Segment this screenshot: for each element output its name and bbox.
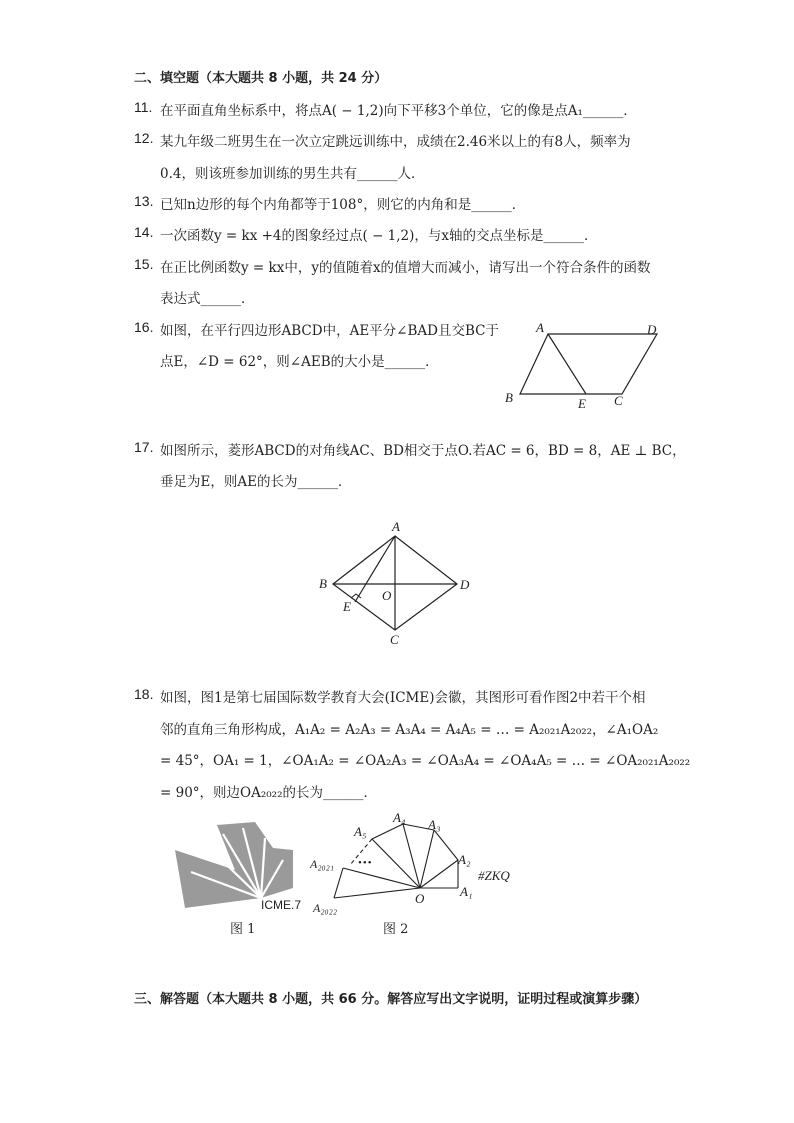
question-text: 表达式______． (160, 291, 255, 307)
icme-logo (165, 820, 300, 915)
section-3-title: 三、解答题（本大题共 8 小题，共 66 分。解答应写出文字说明，证明过程或演算步骤） (134, 992, 648, 1007)
point-label: O (382, 588, 392, 603)
question-text: 如图，在平行四边形ABCD中，AE平分∠BAD且交BC于 (160, 323, 499, 339)
question-text: 点E，∠D = 62°，则∠AEB的大小是______． (160, 354, 439, 370)
rhombus-figure (310, 518, 480, 650)
question-number: 13. (134, 193, 154, 209)
question-text: = 45°，OA₁ = 1，∠OA₁A₂ = ∠OA₂A₃ = ∠OA₃A₄ = ∠OA₄A₅ = … = ∠OA₂₀₂₁A₂₀₂₂ (160, 753, 691, 769)
question-text: 0.4，则该班参加训练的男生共有______人． (160, 166, 425, 182)
question-text: 某九年级二班男生在一次立定跳远训练中，成绩在2.46米以上的有8人，频率为 (160, 134, 631, 150)
watermark: #ZKQ (478, 868, 510, 883)
question-number: 14. (134, 224, 154, 240)
question-number: 12. (134, 130, 154, 146)
figure-2-caption: 图 2 (383, 922, 409, 937)
point-label: A₅ (354, 824, 367, 839)
question-text: = 90°，则边OA₂₀₂₂的长为______． (160, 785, 377, 801)
question-number: 16. (134, 319, 154, 335)
question-number: 11. (134, 99, 153, 115)
question-text: 在正比例函数y = kx中，y的值随着x的值增大而减小，请写出一个符合条件的函数 (160, 260, 651, 276)
question-number: 17. (134, 439, 154, 455)
point-label: A₄ (393, 810, 406, 825)
point-label: A₃ (428, 817, 441, 832)
point-label: A₂₀₂₁ (310, 857, 335, 871)
logo-text: ICME.7 (261, 898, 302, 912)
question-text: 邻的直角三角形构成，A₁A₂ = A₂A₃ = A₃A₄ = A₄A₅ = … = A₂₀₂₁A₂₀₂₂，∠A₁OA₂ (160, 722, 659, 738)
question-number: 15. (134, 256, 154, 272)
point-label: D (460, 577, 470, 592)
question-text: 一次函数y = kx +4的图象经过点( − 1,2)，与x轴的交点坐标是______． (160, 228, 598, 244)
question-text: 在平面直角坐标系中，将点A( − 1,2)向下平移3个单位，它的像是点A₁______． (160, 103, 637, 119)
point-label: D (647, 322, 657, 337)
question-text: 如图所示，菱形ABCD的对角线AC、BD相交于点O.若AC = 6，BD = 8，AE ⊥ BC， (160, 443, 686, 459)
parallelogram-figure (500, 318, 670, 413)
point-label: A₂ (458, 852, 471, 867)
question-text: 垂足为E，则AE的长为______． (160, 474, 352, 490)
section-2-title: 二、填空题（本大题共 8 小题，共 24 分） (134, 71, 388, 86)
point-label: O (415, 891, 425, 906)
point-label: B (319, 576, 327, 591)
point-label: B (505, 390, 513, 405)
spiral-triangles-figure (310, 812, 525, 922)
point-label: E (578, 396, 586, 411)
point-label: C (614, 393, 623, 408)
point-label: C (390, 632, 399, 647)
ellipsis-dots: ••• (358, 857, 373, 869)
question-text: 已知n边形的每个内角都等于108°，则它的内角和是______． (160, 197, 526, 213)
point-label: E (343, 599, 351, 614)
point-label: A (536, 320, 544, 335)
point-label: A (392, 519, 400, 534)
point-label: A₂₀₂₂ (313, 901, 338, 915)
point-label: A₁ (460, 884, 473, 899)
figure-1-caption: 图 1 (230, 922, 256, 937)
question-text: 如图，图1是第七届国际数学教育大会(ICME)会徽，其图形可看作图2中若干个相 (160, 690, 646, 706)
question-number: 18. (134, 686, 154, 702)
